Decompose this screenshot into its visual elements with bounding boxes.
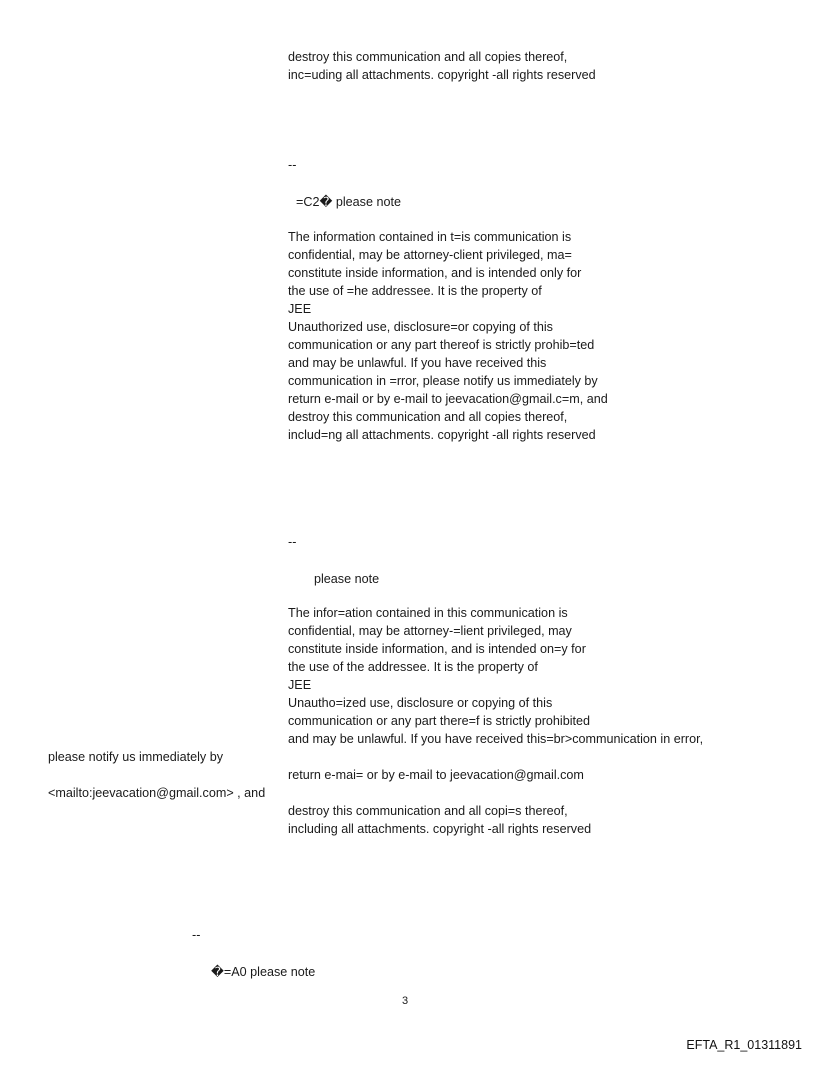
text-line: includ=ng all attachments. copyright -all rights reserved <box>288 428 596 442</box>
text-line: constitute inside information, and is intended only for <box>288 266 582 280</box>
text-line: including all attachments. copyright -all rights reserved <box>288 822 592 836</box>
text-line: return e-mail or by e-mail to jeevacation@gmail.c=m, and <box>288 392 608 406</box>
note-heading: =C2� please note <box>296 195 401 209</box>
separator: -- <box>192 928 201 942</box>
text-line: return e-mai= or by e-mail to jeevacation@gmail.com <box>288 768 584 782</box>
text-line: destroy this communication and all copies thereof, <box>288 410 568 424</box>
note-heading: please note <box>314 572 380 586</box>
text-line: and may be unlawful. If you have received this=br>communication in error, <box>288 732 704 746</box>
text-line: JEE <box>288 302 312 316</box>
bates-number: EFTA_R1_01311891 <box>686 1038 802 1052</box>
text-line: the use of the addressee. It is the property of <box>288 660 538 674</box>
text-line: inc=uding all attachments. copyright -all rights reserved <box>288 68 596 82</box>
text-line: the use of =he addressee. It is the property of <box>288 284 542 298</box>
text-line: The infor=ation contained in this communication is <box>288 606 568 620</box>
text-line: communication or any part thereof is strictly prohib=ted <box>288 338 595 352</box>
text-line: communication or any part there=f is strictly prohibited <box>288 714 591 728</box>
text-line: destroy this communication and all copi=s thereof, <box>288 804 568 818</box>
text-line: and may be unlawful. If you have received this <box>288 356 547 370</box>
page-number: 3 <box>402 995 409 1007</box>
text-line: JEE <box>288 678 312 692</box>
text-line: confidential, may be attorney-=lient privileged, may <box>288 624 572 638</box>
wrapped-line: please notify us immediately by <box>48 750 223 764</box>
text-line: confidential, may be attorney-client privileged, ma= <box>288 248 572 262</box>
text-line: Unauthorized use, disclosure=or copying of this <box>288 320 553 334</box>
text-line: constitute inside information, and is intended on=y for <box>288 642 586 656</box>
text-line: Unautho=ized use, disclosure or copying of this <box>288 696 553 710</box>
separator: -- <box>288 158 297 172</box>
separator: -- <box>288 535 297 549</box>
text-line: destroy this communication and all copies thereof, <box>288 50 568 64</box>
mailto-link-text: <mailto:jeevacation@gmail.com> , and <box>48 786 266 800</box>
text-line: The information contained in t=is communication is <box>288 230 572 244</box>
note-heading: �=A0 please note <box>211 965 316 979</box>
text-line: communication in =rror, please notify us immediately by <box>288 374 598 388</box>
